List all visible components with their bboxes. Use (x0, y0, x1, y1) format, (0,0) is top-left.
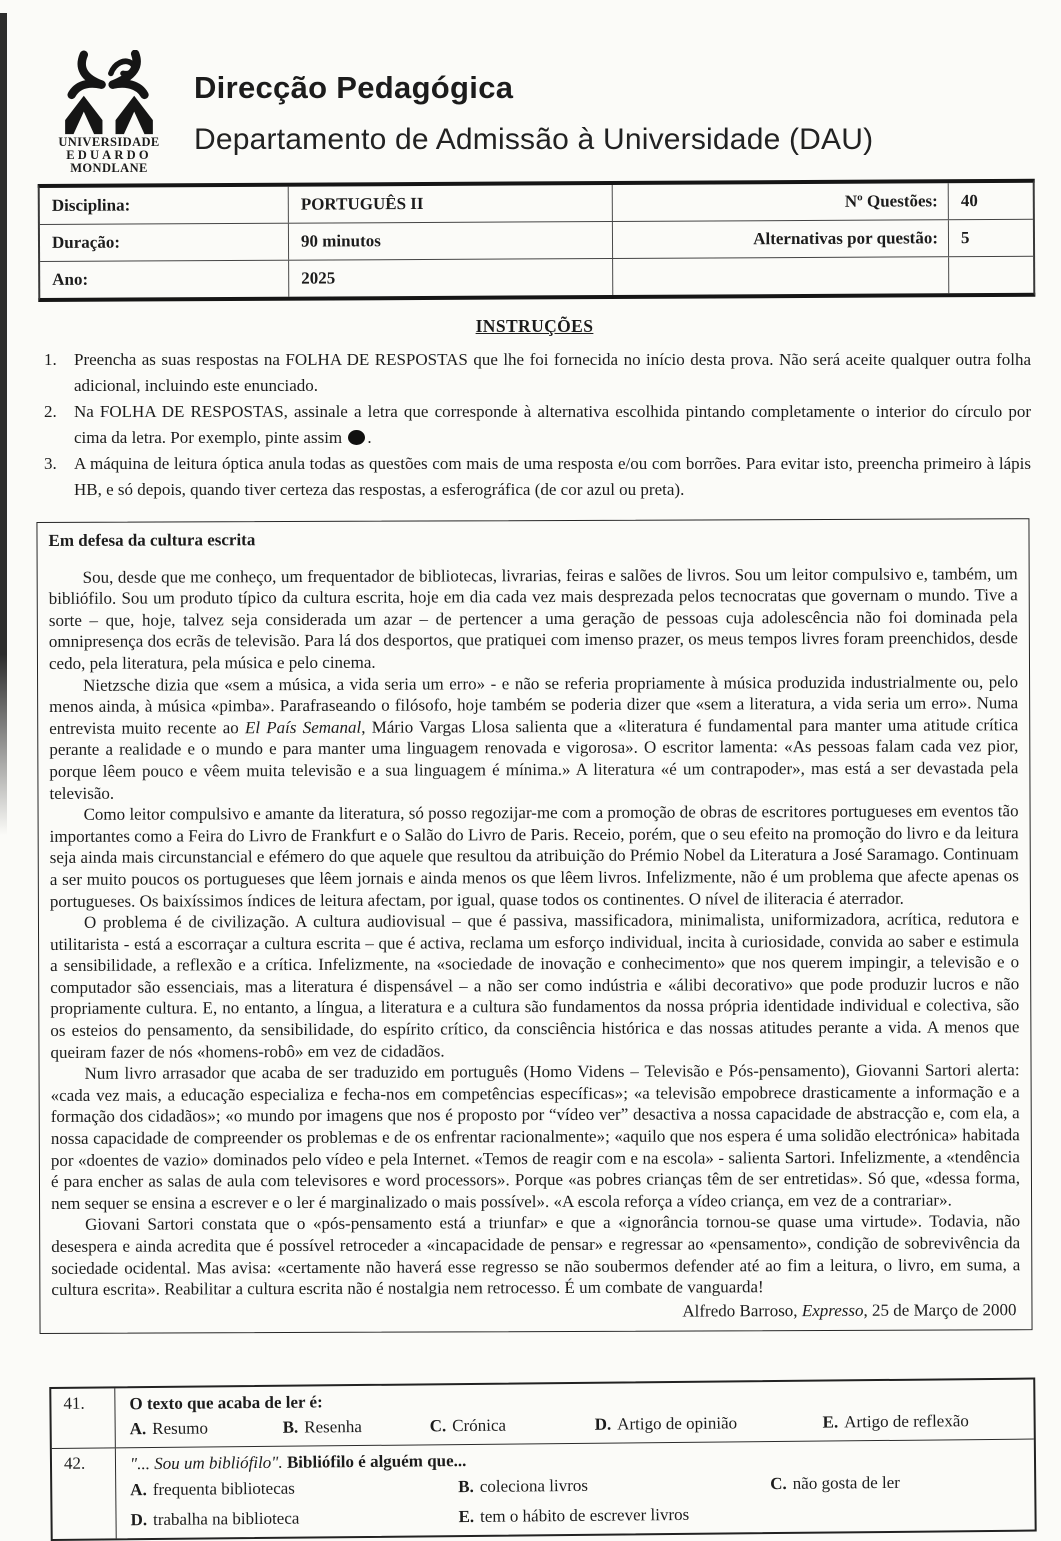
direccao-pedagogica-title: Direcção Pedagógica (194, 70, 514, 105)
instruction-number: 3. (44, 454, 57, 473)
option-42-e (458, 1502, 770, 1528)
option-41-e (823, 1409, 969, 1433)
option-letter: A. (129, 1419, 147, 1439)
option-42-d (130, 1505, 458, 1531)
passage-paragraph-2: Nietzsche dizia que «sem a música, a vida seria um erro» - e não se referia propriamente à música produzida industrialmente ou, pelo menos ainda, à música «pimba». Parafraseando o filósofo, hoje também se poderia dizer que «sem a literatura, a vida seria um erro». Numa entrevista muito recente ao El País Semanal, Mário Vargas Llosa salienta que a «literatura é fundamental para manter uma atitude crítica perante a realidade e o mundo e para manter uma linguagem renovada e vigorosa». O escritor lamenta: «As pessoas falam cada vez pior, porque lêem pouco e vêem muita televisão e a sua linguagem é mínima.» A literatura «é um contrapoder», mas está a ser devastada pela televisão. (49, 671, 1019, 803)
duracao-value: 90 minutos (288, 222, 612, 260)
option-text: não gosta de ler (792, 1472, 900, 1493)
question-row-42 (52, 1439, 1035, 1539)
header (0, 0, 1061, 175)
option-letter: A. (130, 1480, 147, 1500)
option-text: frequenta bibliotecas (152, 1478, 295, 1500)
info-row-disciplina (40, 183, 1033, 224)
option-text: Artigo de opinião (617, 1413, 738, 1434)
option-41-d (595, 1411, 823, 1436)
option-text: tem o hábito de escrever livros (480, 1504, 690, 1526)
option-text: Resumo (152, 1418, 209, 1439)
alternativas-label: Alternativas por questão: (612, 220, 948, 258)
info-row-duracao (40, 219, 1033, 261)
option-letter: C. (429, 1416, 447, 1436)
passage-paragraph-4: O problema é de civilização. A cultura audiovisual – que é passiva, massificadora, minimalista, uniformizadora, acrítica, redutora e utilitarista - está a escorraçar a cultura escrita – que é activa, reclama um esforço individual, incita à curiosidade, convida ao saber e estimula a sensibilidade, a reflexão e a crítica. Infelizmente, na «sociedade de inovação e conhecimento» que nos querem impingir, a televisão e o computador são essenciais, mas a literatura é dispensável – a não ser como indústria e «álibi decorativo» que pode produzir lucros e não propriamente cultura. E, no entanto, a língua, a literatura e a cultura são fundamentos da nossa própria identidade individual e colectiva, são os esteios do pensamento, da sensibilidade, do espírito crítico, da consciência histórica e das nossas atitudes perante a vida. A menos que queiram fazer de nós «homens-robô» em vez de cidadãos. (50, 909, 1020, 1062)
num-questoes-label: Nº Questões: (612, 183, 948, 221)
questions-table (49, 1378, 1036, 1541)
uem-logo (44, 50, 174, 175)
ano-label: Ano: (52, 269, 89, 289)
instruction-item-3 (38, 451, 1031, 503)
question-stem: "... Sou um bibliófilo". Bibliófilo é alguém que... (129, 1451, 467, 1474)
duracao-label: Duração: (51, 232, 121, 252)
option-text: Artigo de reflexão (844, 1411, 969, 1432)
disciplina-label: Disciplina: (51, 195, 131, 215)
empty-cell (948, 257, 1033, 293)
option-letter: D. (594, 1414, 612, 1434)
option-42-a (130, 1475, 458, 1501)
option-letter: B. (282, 1417, 299, 1437)
exam-info-table (38, 179, 1036, 302)
departamento-dau-title: Departamento de Admissão à Universidade (DAU) (194, 123, 874, 156)
option-text: Resenha (304, 1417, 362, 1437)
empty-cell (612, 257, 948, 295)
instructions-title: INSTRUÇÕES (475, 316, 594, 336)
option-letter: D. (130, 1510, 148, 1530)
option-41-c (430, 1413, 595, 1438)
instructions-section (38, 316, 1031, 503)
reading-passage-box (36, 518, 1032, 1334)
option-letter: E. (822, 1412, 839, 1432)
num-questoes-value: 40 (948, 183, 1033, 219)
logo-caption-line-3: MONDLANE (70, 161, 148, 175)
question-number: 42. (52, 1448, 117, 1539)
option-text: Crónica (452, 1415, 507, 1436)
passage-paragraph-6: Giovani Sartori constata que o «pós-pensamento está a triunfar» e que a «ignorância tornou-se quase uma virtude». Todavia, não desespera e ainda acredita que é possível retroceder a «incapacidade de pensar» e regressar ao «pensamento», condição de sobrevivência da sociedade ocidental. Mas avisa: «certamente não haverá esse regresso se não soubermos defender até ao fim a leitura, o livro, em suma, a cultura escrita». Reabilitar a cultura escrita não é nostalgia nem retrocesso. É um combate de vanguarda! (51, 1211, 1021, 1300)
option-41-b (283, 1414, 430, 1438)
question-body (115, 1380, 1034, 1448)
instruction-number: 2. (44, 402, 57, 421)
header-titles (194, 50, 873, 175)
question-number: 41. (51, 1388, 116, 1448)
disciplina-value: PORTUGUÊS II (288, 185, 612, 223)
passage-title: Em defesa da cultura escrita (48, 530, 256, 550)
filled-circle-icon (348, 430, 365, 445)
logo-caption-line-1: UNIVERSIDADE (58, 135, 160, 149)
option-letter: E. (458, 1506, 475, 1527)
option-letter: C. (770, 1473, 787, 1494)
option-letter: B. (458, 1476, 474, 1497)
info-row-ano (40, 256, 1033, 298)
option-42-c (770, 1470, 1026, 1495)
uem-emblem-icon (53, 50, 165, 136)
option-text: trabalha na biblioteca (152, 1508, 300, 1530)
question-row-41 (51, 1380, 1034, 1448)
instruction-text: A máquina de leitura óptica anula todas as questões com mais de uma resposta e/ou com borrões. Para evitar isto, preencha primeiro à lápis HB, e só depois, quando tiver certeza das respostas, a esferográfica (de cor azul ou preta). (74, 454, 1031, 499)
question-stem: O texto que acaba de ler é: (129, 1392, 323, 1414)
alternativas-value: 5 (948, 220, 1033, 256)
option-42-b (458, 1472, 770, 1498)
option-text: coleciona livros (479, 1475, 589, 1496)
passage-attribution: Alfredo Barroso, Expresso, 25 de Março de 2000 (682, 1300, 1017, 1321)
question-body (116, 1440, 1035, 1539)
passage-paragraph-5: Num livro arrasador que acaba de ser traduzido em português (Homo Videns – Televisão e Pós-pensamento), Giovanni Sartori alerta: «cada vez mais, a educação especializa e fecha-nos em competências específicas»; «a televisão empobrece drasticamente a informação e a formação dos cidadãos»; «o mundo por imagens que nos é proposto por “vídeo ver” desactiva a nossa capacidade de abstracção e, com ela, a nossa capacidade de compreender os problemas e de os enfrentar racionalmente»; «aquilo que nos espera é uma solidão electrónica» habitada por «doentes de vazio» dominados pelo vídeo e pela Internet. «Temos de reagir com e na escola» - salienta Sartori. Infelizmente, a «tendência é para encher as salas de aula com televisores e word processors». Porque «as pobres crianças têm de ser entretidas». Só que, «dessa forma, nem sequer se ensina a escrever e o ler é marginalizado o mais possível». «A escola reforça a vídeo criança, em vez de a contrariar». (50, 1060, 1021, 1213)
passage-paragraph-1: Sou, desde que me conheço, um frequentador de bibliotecas, livrarias, feiras e salões de livros. Sou um leitor compulsivo e, também, um bibliófilo. Sou um produto típico da cultura escrita, hoje em dia cada vez mais desprezada pelos tecnocratas que governam o mundo. Tive a sorte – que, hoje, talvez seja considerada um azar – de pertencer a uma geração de pessoas cuja adolescência não foi dominada pela omnipresença dos ecrãs de televisão. Para lá dos desportos, que pratiquei com imenso prazer, os meus tempos livres foram preenchidos, desde cedo, pela literatura, pela música e pelo cinema. (48, 563, 1018, 673)
instruction-item-2 (38, 399, 1031, 451)
instruction-text: Na FOLHA DE RESPOSTAS, assinale a letra que corresponde à alternativa escolhida pintando completamente o interior do círculo por cima da letra. Por exemplo, pinte assim . (74, 402, 1031, 447)
option-41-a (130, 1416, 283, 1440)
question-options (130, 1470, 1026, 1532)
instruction-number: 1. (44, 350, 57, 369)
logo-caption (44, 136, 174, 175)
instruction-item-1 (38, 347, 1031, 399)
passage-paragraph-3: Como leitor compulsivo e amante da literatura, só posso regozijar-me com a promoção de obras de escritores portugueses em eventos tão importantes como a Feira do Livro de Frankfurt e o Salão do Livro de Paris. Receio, porém, que o seu efeito na promoção do livro e da leitura seja ainda mais circunstancial e efémero do que aquele que resultou da atribuição do Prémio Nobel da Literatura a José Saramago. Continuam a ser muito poucos os portugueses que lêem jornais e ainda menos os que lêem livros. Infelizmente, não é um problema que afecte apenas os portugueses. Os baixíssimos índices de leitura afectam, por igual, quase todos os continentes. O nível de iliteracia é aterrador. (49, 801, 1019, 911)
ano-value: 2025 (288, 259, 612, 297)
logo-caption-line-2: EDUARDO (66, 148, 152, 162)
instruction-text: Preencha as suas respostas na FOLHA DE RESPOSTAS que lhe foi fornecida no início desta prova. Não será aceite qualquer outra folha adicional, incluindo este enunciado. (74, 350, 1031, 395)
